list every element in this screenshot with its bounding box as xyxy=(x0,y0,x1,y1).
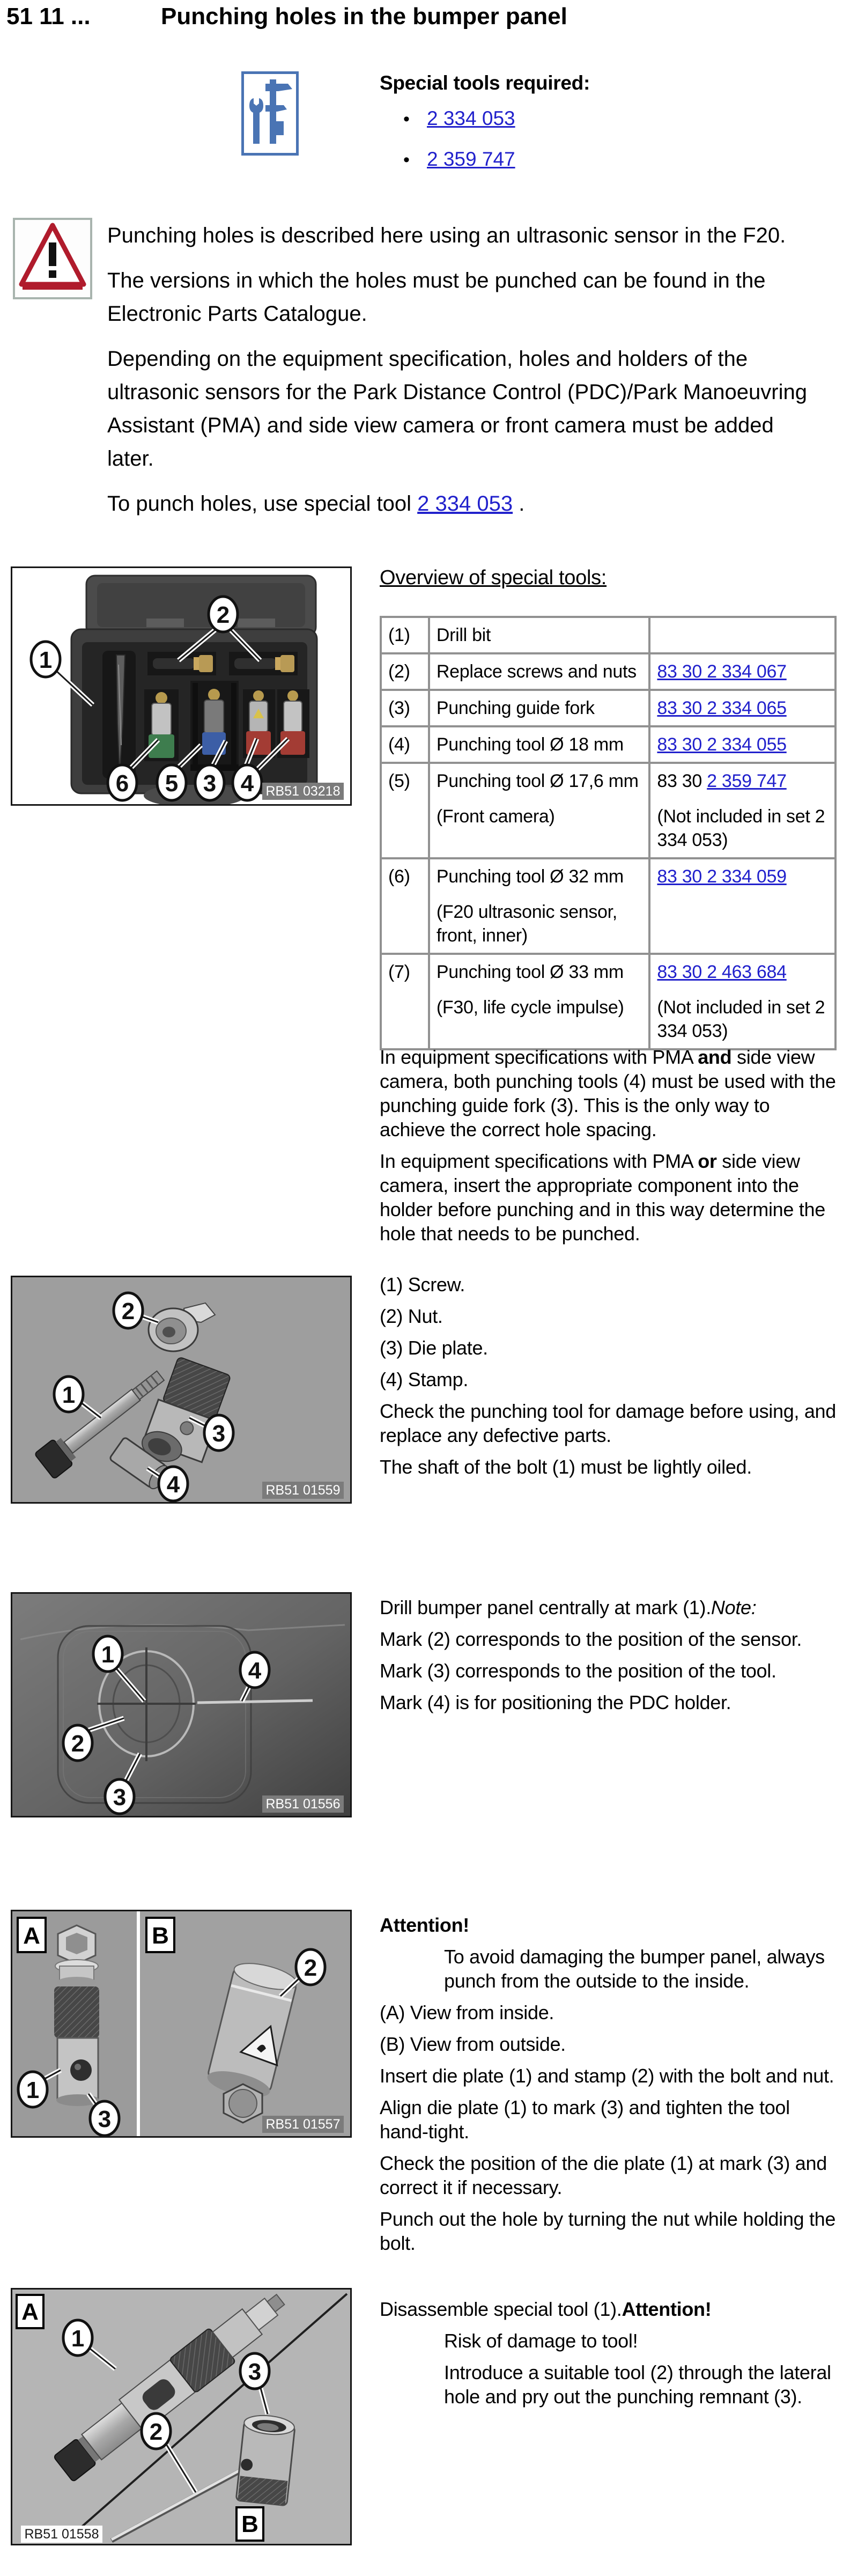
part-note: (Not included in set 2 334 053) xyxy=(657,997,825,1041)
paragraph: Mark (4) is for positioning the PDC holder. xyxy=(380,1691,731,1713)
panel-label-a xyxy=(17,2295,43,2328)
wrench-caliper-icon xyxy=(244,74,296,153)
figure-tool-disassembly xyxy=(11,2288,352,2545)
svg-text:2: 2 xyxy=(216,602,230,628)
callout-2 xyxy=(114,1293,143,1328)
callout-3 xyxy=(240,2353,269,2389)
list-item: (1) Screw. xyxy=(380,1274,465,1296)
svg-text:4: 4 xyxy=(166,1471,180,1498)
paragraph: Check the position of the die plate (1) at mark (3) and correct it if necessary. xyxy=(380,2152,827,2198)
paragraph xyxy=(380,1045,837,1142)
bullet: • xyxy=(403,109,410,129)
svg-text:1: 1 xyxy=(62,1382,76,1408)
svg-text:RB51 03218: RB51 03218 xyxy=(265,784,341,799)
paragraph: The shaft of the bolt (1) must be lightly oiled. xyxy=(380,1456,752,1478)
figure-special-tool-case xyxy=(11,566,352,806)
svg-text:2: 2 xyxy=(304,1955,317,1981)
text-run: Disassemble special tool (1). xyxy=(380,2298,622,2320)
callout-5 xyxy=(157,765,186,800)
callout-1 xyxy=(63,2320,92,2356)
part-number-prefix: 83 30 xyxy=(657,771,707,791)
svg-text:2: 2 xyxy=(149,2419,163,2445)
text-run-bold: and xyxy=(698,1046,732,1068)
text-run: To punch holes, use special tool xyxy=(107,492,418,516)
paragraph xyxy=(380,1149,837,1246)
overview-heading: Overview of special tools: xyxy=(380,566,607,589)
part-number-link[interactable]: 83 30 2 463 684 xyxy=(657,962,787,982)
tool-desc-detail: (F30, life cycle impulse) xyxy=(436,997,624,1018)
svg-text:1: 1 xyxy=(101,1642,115,1668)
svg-text:6: 6 xyxy=(115,770,129,797)
part-number-link[interactable]: 2 334 053 xyxy=(417,492,513,516)
svg-text:1: 1 xyxy=(26,2077,40,2103)
paragraph: To avoid damaging the bumper panel, always punch from the outside to the inside. xyxy=(444,1946,825,1992)
tool-desc-detail: (Front camera) xyxy=(436,806,555,827)
svg-text:5: 5 xyxy=(165,770,179,797)
svg-text:1: 1 xyxy=(71,2325,85,2352)
note-label: Note: xyxy=(711,1596,757,1618)
callout-2 xyxy=(296,1949,325,1985)
callout-2 xyxy=(209,597,238,632)
callout-1 xyxy=(54,1377,83,1412)
paragraph xyxy=(380,1595,837,1620)
special-tools-heading: Special tools required: xyxy=(380,72,590,94)
svg-text:A: A xyxy=(23,1923,40,1949)
figure-bumper-marks xyxy=(11,1592,352,1817)
table-row: (1) Drill bit xyxy=(381,617,835,653)
callout-6 xyxy=(108,765,137,800)
callout-3 xyxy=(195,765,224,800)
warning-icon xyxy=(13,218,92,299)
figure-die-plate-views xyxy=(11,1910,352,2138)
callout-3 xyxy=(204,1415,233,1451)
callout-1 xyxy=(93,1636,122,1672)
text-run: . xyxy=(513,492,525,516)
special-tools-table xyxy=(380,616,837,1050)
drill-text xyxy=(380,1595,837,1722)
svg-text:A: A xyxy=(21,2299,39,2325)
svg-text:RB51 01557: RB51 01557 xyxy=(265,2117,341,2132)
page-title: Punching holes in the bumper panel xyxy=(161,3,567,30)
paragraph: Depending on the equipment specification, holes and holders of the ultrasonic sensors for the Park Distance Control (PDC)/Park Manoeuvring Assistant (PMA) and side view camera or front camera must be added later. xyxy=(107,347,807,470)
figure-label xyxy=(262,783,344,800)
svg-text:2: 2 xyxy=(121,1298,135,1324)
svg-text:B: B xyxy=(152,1923,169,1949)
special-tool-item xyxy=(403,107,515,130)
paragraph xyxy=(380,2297,837,2321)
part-number-link[interactable]: 2 359 747 xyxy=(707,771,787,791)
callout-1 xyxy=(18,2072,47,2107)
special-tools-icon xyxy=(241,71,299,156)
section-code: 51 11 ... xyxy=(6,3,91,30)
text-run: Drill bumper panel centrally at mark (1). xyxy=(380,1596,711,1618)
tool-parts-text xyxy=(380,1272,837,1486)
tool-desc: Punching tool Ø 17,6 mm xyxy=(436,771,639,791)
tool-desc: Punching tool Ø 32 mm xyxy=(436,866,624,887)
list-item: (2) Nut. xyxy=(380,1305,443,1327)
attention-heading: Attention! xyxy=(380,1914,469,1936)
list-item: (3) Die plate. xyxy=(380,1337,488,1359)
list-item: (4) Stamp. xyxy=(380,1368,469,1390)
intro-text xyxy=(107,219,810,532)
svg-text:3: 3 xyxy=(212,1421,226,1447)
callout-1 xyxy=(31,642,60,677)
paragraph: Introduce a suitable tool (2) through the lateral hole and pry out the punching remnant (3). xyxy=(444,2361,831,2408)
svg-text:4: 4 xyxy=(240,770,254,797)
paragraph: (A) View from inside. xyxy=(380,2001,554,2023)
paragraph xyxy=(107,487,810,520)
callout-4 xyxy=(159,1467,188,1501)
paragraph: Insert die plate (1) and stamp (2) with the bolt and nut. xyxy=(380,2065,834,2087)
svg-text:4: 4 xyxy=(248,1658,262,1684)
paragraph: Check the punching tool for damage before using, and replace any defective parts. xyxy=(380,1400,836,1446)
part-number-link[interactable]: 83 30 2 334 067 xyxy=(657,661,787,682)
part-number-link[interactable]: 83 30 2 334 059 xyxy=(657,866,787,887)
callout-2 xyxy=(63,1725,92,1761)
part-number-link[interactable]: 83 30 2 334 065 xyxy=(657,698,787,718)
figure-label xyxy=(21,2526,102,2543)
paragraph: (B) View from outside. xyxy=(380,2033,566,2055)
callout-3 xyxy=(90,2101,119,2136)
special-tool-link[interactable]: 2 334 053 xyxy=(427,107,515,129)
svg-text:2: 2 xyxy=(71,1731,85,1757)
figure-label xyxy=(262,2116,344,2133)
svg-text:3: 3 xyxy=(113,1784,127,1810)
disassemble-text xyxy=(380,2297,837,2416)
svg-text:RB51 01558: RB51 01558 xyxy=(24,2527,99,2542)
table-row: (7) Punching tool Ø 33 mm (F30, life cycle impulse) 83 30 2 463 684 (Not included in set 2 334 053) xyxy=(381,954,835,1049)
text-run: side view camera, both punching tools (4) must be used with the punching guide fork (3). This is the only way to achieve the correct hole spacing. xyxy=(380,1046,836,1140)
svg-text:3: 3 xyxy=(203,770,217,797)
table-row: (6) Punching tool Ø 32 mm (F20 ultrasonic sensor, front, inner) 83 30 2 334 059 xyxy=(381,858,835,954)
attention-heading: Attention! xyxy=(622,2298,712,2320)
paragraph: Risk of damage to tool! xyxy=(444,2330,638,2352)
panel-label-a xyxy=(18,1918,46,1952)
callout-2 xyxy=(142,2413,171,2449)
svg-text:RB51 01559: RB51 01559 xyxy=(265,1483,341,1498)
callout-3 xyxy=(105,1779,134,1814)
part-number-link[interactable]: 83 30 2 334 055 xyxy=(657,734,787,755)
tool-desc: Punching tool Ø 33 mm xyxy=(436,962,624,982)
figure-label xyxy=(262,1482,344,1499)
text-run: In equipment specifications with PMA xyxy=(380,1150,698,1172)
punch-text xyxy=(380,1913,837,2263)
figure-punching-tool-parts xyxy=(11,1276,352,1504)
table-notes xyxy=(380,1045,837,1253)
paragraph: Punch out the hole by turning the nut while holding the bolt. xyxy=(380,2208,836,2254)
svg-text:3: 3 xyxy=(248,2359,262,2385)
table-row: (3) Punching guide fork 83 30 2 334 065 xyxy=(381,690,835,726)
panel-label-b xyxy=(236,2507,263,2541)
svg-text:1: 1 xyxy=(39,647,53,673)
callout-4 xyxy=(233,765,262,800)
special-tool-link[interactable]: 2 359 747 xyxy=(427,148,515,170)
paragraph: Align die plate (1) to mark (3) and tighten the tool hand-tight. xyxy=(380,2096,790,2143)
panel-label-b xyxy=(146,1918,174,1952)
part-note: (Not included in set 2 334 053) xyxy=(657,806,825,850)
svg-text:RB51 01556: RB51 01556 xyxy=(265,1797,341,1812)
table-row: (4) Punching tool Ø 18 mm 83 30 2 334 055 xyxy=(381,726,835,763)
paragraph: The versions in which the holes must be punched can be found in the Electronic Parts Catalogue. xyxy=(107,269,766,326)
paragraph: Punching holes is described here using an ultrasonic sensor in the F20. xyxy=(107,224,786,247)
text-run: side view camera, insert the appropriate component into the holder before punching and in this way determine the hole that needs to be punched. xyxy=(380,1150,825,1245)
table-row: (5) Punching tool Ø 17,6 mm (Front camera) 83 30 2 359 747 (Not included in set 2 334 053) xyxy=(381,763,835,858)
table-row: (2) Replace screws and nuts 83 30 2 334 067 xyxy=(381,653,835,690)
bullet: • xyxy=(403,150,410,170)
figure-label xyxy=(262,1795,344,1813)
tool-desc-detail: (F20 ultrasonic sensor, front, inner) xyxy=(436,902,617,946)
paragraph: Mark (2) corresponds to the position of the sensor. xyxy=(380,1628,802,1650)
text-run-bold: or xyxy=(698,1150,717,1172)
paragraph: Mark (3) corresponds to the position of the tool. xyxy=(380,1660,777,1682)
svg-text:3: 3 xyxy=(98,2106,112,2132)
callout-4 xyxy=(240,1652,269,1688)
text-run: In equipment specifications with PMA xyxy=(380,1046,698,1068)
special-tool-item xyxy=(403,148,515,171)
svg-text:B: B xyxy=(241,2511,258,2537)
